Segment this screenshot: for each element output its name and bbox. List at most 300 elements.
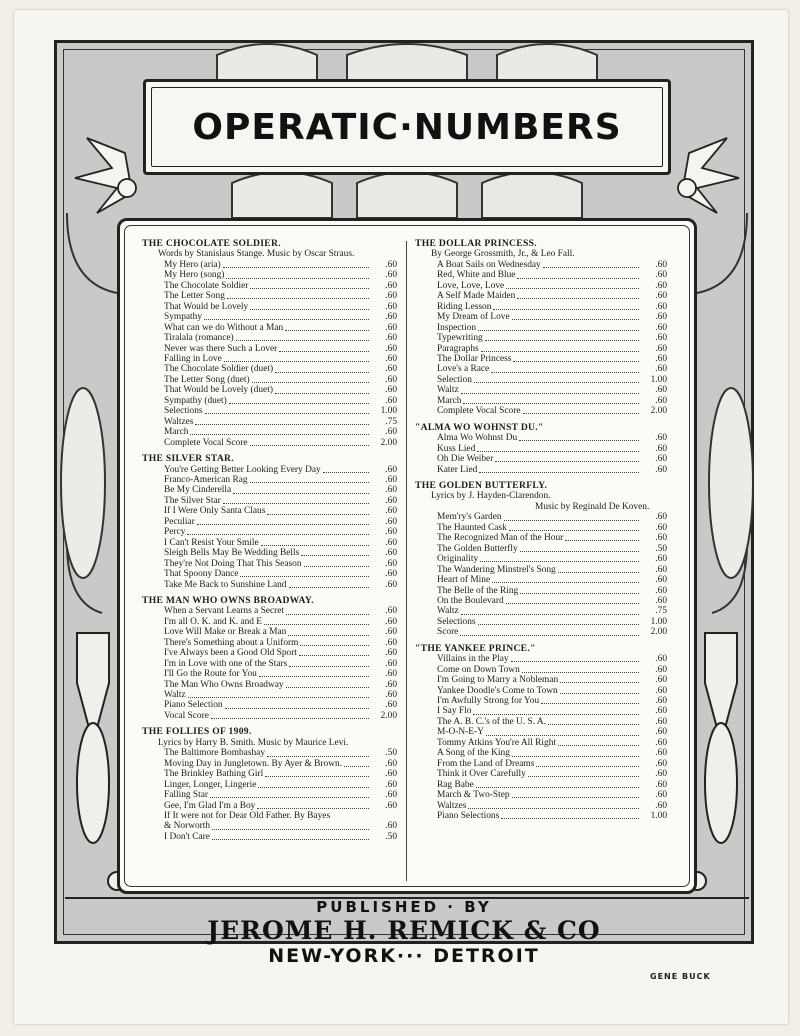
song-price: .60 xyxy=(385,343,397,354)
song-title: Red, White and Blue xyxy=(437,270,516,281)
song-list-item xyxy=(415,302,667,312)
song-price: .60 xyxy=(385,270,397,281)
dot-leader xyxy=(513,360,639,362)
song-price: .60 xyxy=(385,779,397,790)
dot-leader xyxy=(261,544,369,546)
song-price: .60 xyxy=(385,579,397,590)
song-title: Complete Vocal Score xyxy=(164,437,248,448)
dot-leader xyxy=(480,560,639,562)
dot-leader xyxy=(275,371,369,373)
song-list-item xyxy=(142,548,397,558)
section-title: THE GOLDEN BUTTERFLY. xyxy=(415,479,548,491)
song-price: .75 xyxy=(655,606,667,617)
song-title: If It were not for Dear Old Father. By Bayes xyxy=(164,811,331,822)
song-price: .75 xyxy=(385,416,397,427)
dot-leader xyxy=(528,775,639,777)
song-list-item xyxy=(415,523,667,533)
song-price: .60 xyxy=(385,333,397,344)
song-title: Waltz xyxy=(437,606,459,617)
song-price: .60 xyxy=(655,353,667,364)
song-list-item xyxy=(142,396,397,406)
song-title: Yankee Doodle's Come to Town xyxy=(437,685,558,696)
publisher-name: JEROME H. REMICK & CO xyxy=(207,916,601,945)
song-list-item xyxy=(142,690,397,700)
song-list-item xyxy=(415,385,667,395)
song-price: .60 xyxy=(385,374,397,385)
song-title: The Silver Star xyxy=(164,495,221,506)
song-price: .60 xyxy=(655,554,667,565)
song-price: .50 xyxy=(655,543,667,554)
song-title: The Recognized Man of the Hour xyxy=(437,533,564,544)
dot-leader xyxy=(187,533,369,535)
dot-leader xyxy=(492,581,639,583)
dot-leader xyxy=(195,423,369,425)
song-list-item xyxy=(142,627,397,637)
song-list-item xyxy=(415,606,667,616)
dot-leader xyxy=(523,412,640,414)
song-price: .60 xyxy=(655,312,667,323)
dot-leader xyxy=(210,796,369,798)
dot-leader xyxy=(517,297,639,299)
song-price: .60 xyxy=(655,595,667,606)
song-price: .60 xyxy=(655,291,667,302)
dot-leader xyxy=(560,681,639,683)
dot-leader xyxy=(543,266,639,268)
song-title: M-O-N-E-Y xyxy=(437,727,484,738)
song-list-item xyxy=(142,811,397,821)
song-list-item xyxy=(415,780,667,790)
song-price: 2.00 xyxy=(650,627,667,638)
song-list-item xyxy=(142,580,397,590)
song-list-item xyxy=(415,260,667,270)
section-credit-music: Music by Reginald De Koven. xyxy=(535,501,650,512)
dot-leader xyxy=(477,450,639,452)
song-price: .60 xyxy=(385,495,397,506)
song-title: Falling Star xyxy=(164,790,209,801)
song-list-item xyxy=(142,569,397,579)
dot-leader xyxy=(226,277,369,279)
dot-leader xyxy=(288,634,369,636)
dot-leader xyxy=(520,592,639,594)
dot-leader xyxy=(224,360,369,362)
song-title: Selections xyxy=(437,616,476,627)
song-price: .60 xyxy=(655,270,667,281)
dot-leader xyxy=(520,550,639,552)
song-title: Vocal Score xyxy=(164,710,209,721)
song-list-item xyxy=(415,801,667,811)
song-title: Sympathy xyxy=(164,312,203,323)
dot-leader xyxy=(190,433,369,435)
song-title: The Chocolate Soldier xyxy=(164,280,249,291)
dot-leader xyxy=(289,586,370,588)
song-price: .60 xyxy=(385,790,397,801)
song-title: Typewriting xyxy=(437,333,483,344)
song-price: .60 xyxy=(655,364,667,375)
song-title: March xyxy=(164,427,189,438)
song-title: Complete Vocal Score xyxy=(437,406,521,417)
song-list-item xyxy=(142,659,397,669)
song-title: Selections xyxy=(164,406,203,417)
song-list-item xyxy=(142,790,397,800)
dot-leader xyxy=(279,350,369,352)
song-price: .60 xyxy=(655,769,667,780)
song-list-item xyxy=(142,769,397,779)
song-price: 2.00 xyxy=(380,710,397,721)
song-list-item xyxy=(415,281,667,291)
song-price: .60 xyxy=(655,454,667,465)
song-list-item xyxy=(142,417,397,427)
song-title: Come on Down Town xyxy=(437,664,520,675)
song-price: .60 xyxy=(385,474,397,485)
song-list-item xyxy=(415,769,667,779)
dot-leader xyxy=(501,817,639,819)
ornamental-frame xyxy=(54,40,754,944)
dot-leader xyxy=(536,765,639,767)
song-title: The Baltimore Bombashay xyxy=(164,748,266,759)
song-price: .60 xyxy=(385,485,397,496)
dot-leader xyxy=(301,554,369,556)
song-list-item xyxy=(415,270,667,280)
dot-leader xyxy=(204,318,369,320)
song-list-item xyxy=(142,375,397,385)
dot-leader xyxy=(264,623,369,625)
dot-leader xyxy=(460,634,639,636)
dot-leader xyxy=(211,717,369,719)
song-title: Kuss Lied xyxy=(437,443,476,454)
song-price: .60 xyxy=(385,558,397,569)
song-title: Waltzes xyxy=(437,800,467,811)
dot-leader xyxy=(300,644,369,646)
song-list-item xyxy=(142,291,397,301)
song-list-item xyxy=(142,333,397,343)
song-price: .60 xyxy=(385,616,397,627)
song-price: .60 xyxy=(385,364,397,375)
song-title: Waltz xyxy=(164,690,186,701)
dot-leader xyxy=(212,838,369,840)
song-price: .60 xyxy=(655,585,667,596)
song-price: .60 xyxy=(655,343,667,354)
song-list-item xyxy=(142,648,397,658)
song-title: Alma Wo Wohnst Du xyxy=(437,433,518,444)
song-list-item xyxy=(415,675,667,685)
song-price: .60 xyxy=(385,464,397,475)
song-price: .60 xyxy=(655,696,667,707)
song-price: .60 xyxy=(385,312,397,323)
song-price: .60 xyxy=(385,690,397,701)
song-list-item xyxy=(415,544,667,554)
dot-leader xyxy=(259,675,369,677)
song-list-item xyxy=(415,364,667,374)
artist-signature: GENE BUCK xyxy=(650,972,711,981)
song-price: .60 xyxy=(655,512,667,523)
song-title: Sleigh Bells May Be Wedding Bells xyxy=(164,548,300,559)
song-list-item xyxy=(142,617,397,627)
song-price: .60 xyxy=(655,322,667,333)
song-list-item xyxy=(415,533,667,543)
song-title: Love's a Race xyxy=(437,364,490,375)
song-price: .60 xyxy=(385,569,397,580)
dot-leader xyxy=(548,723,639,725)
song-title: Think it Over Carefully xyxy=(437,769,526,780)
song-title: Moving Day in Jungletown. By Ayer & Brown. xyxy=(164,758,343,769)
dot-leader xyxy=(323,471,369,473)
song-price: 2.00 xyxy=(650,406,667,417)
song-price: .60 xyxy=(655,575,667,586)
dot-leader xyxy=(250,287,369,289)
song-title: Take Me Back to Sunshine Land xyxy=(164,579,287,590)
dot-leader xyxy=(236,339,369,341)
song-price: .60 xyxy=(655,395,667,406)
song-list-item xyxy=(142,517,397,527)
song-title: The Brinkley Bathing Girl xyxy=(164,769,264,780)
dot-leader xyxy=(267,513,369,515)
song-list-item xyxy=(415,696,667,706)
song-list-item xyxy=(415,406,667,416)
song-list-item xyxy=(415,512,667,522)
dot-leader xyxy=(506,602,639,604)
song-price: .60 xyxy=(655,664,667,675)
dot-leader xyxy=(474,381,639,383)
song-price: .60 xyxy=(655,706,667,717)
song-title: My Hero (song) xyxy=(164,270,225,281)
dot-leader xyxy=(485,339,639,341)
song-title: The Belle of the Ring xyxy=(437,585,519,596)
song-list-item xyxy=(415,454,667,464)
song-list-item xyxy=(415,706,667,716)
song-list-item xyxy=(142,465,397,475)
song-title: That Would be Lovely xyxy=(164,301,249,312)
song-list-item xyxy=(415,665,667,675)
song-list-item xyxy=(142,559,397,569)
section-title: THE SILVER STAR. xyxy=(142,453,234,465)
song-list-item xyxy=(142,427,397,437)
song-price: .60 xyxy=(385,548,397,559)
song-list-item xyxy=(142,506,397,516)
song-list-item xyxy=(415,344,667,354)
song-title: Tiralala (romance) xyxy=(164,333,234,344)
section-credit: By George Grossmith, Jr., & Leo Fall. xyxy=(431,249,575,260)
song-price: .60 xyxy=(385,537,397,548)
song-price: .60 xyxy=(655,654,667,665)
song-title: Never was there Such a Lover xyxy=(164,343,278,354)
song-list-item xyxy=(415,554,667,564)
section-credit: Lyrics by Harry B. Smith. Music by Maurice Levi. xyxy=(158,737,349,748)
song-price: .60 xyxy=(655,737,667,748)
song-title: & Norworth xyxy=(164,821,211,832)
dot-leader xyxy=(299,654,369,656)
dot-leader xyxy=(304,565,369,567)
dot-leader xyxy=(512,318,639,320)
song-title: The Dollar Princess xyxy=(437,353,512,364)
song-list-item xyxy=(142,711,397,721)
song-price: .60 xyxy=(655,280,667,291)
dot-leader xyxy=(227,297,369,299)
song-title: The Letter Song xyxy=(164,291,225,302)
section-credit: Lyrics by J. Hayden-Clarendon. xyxy=(431,491,551,502)
dot-leader xyxy=(461,613,639,615)
song-list-item xyxy=(415,811,667,821)
song-list-item xyxy=(142,312,397,322)
song-list-item xyxy=(142,759,397,769)
section-credit: Words by Stanislaus Stange. Music by Oscar Straus. xyxy=(158,249,355,260)
song-title: I Can't Resist Your Smile xyxy=(164,537,259,548)
dot-leader xyxy=(522,671,639,673)
song-list-item xyxy=(142,364,397,374)
dot-leader xyxy=(468,807,639,809)
song-list-item xyxy=(142,538,397,548)
dot-leader xyxy=(250,481,369,483)
song-list-item xyxy=(415,717,667,727)
dot-leader xyxy=(265,775,369,777)
dot-leader xyxy=(565,539,639,541)
song-price: .60 xyxy=(655,333,667,344)
song-title: Rag Babe xyxy=(437,779,474,790)
dot-leader xyxy=(205,412,369,414)
song-price: .60 xyxy=(385,527,397,538)
song-price: .60 xyxy=(385,821,397,832)
song-list-item xyxy=(142,496,397,506)
dot-leader xyxy=(223,502,369,504)
song-list-item xyxy=(415,627,667,637)
column-divider xyxy=(406,241,407,881)
song-title: I'm Going to Marry a Nobleman xyxy=(437,675,559,686)
song-title: I've Always been a Good Old Sport xyxy=(164,648,297,659)
song-price: .60 xyxy=(385,637,397,648)
dot-leader xyxy=(285,329,369,331)
dot-leader xyxy=(511,660,639,662)
song-price: 1.00 xyxy=(650,616,667,627)
dot-leader xyxy=(541,702,639,704)
song-price: .60 xyxy=(655,443,667,454)
song-title: March xyxy=(437,395,462,406)
song-title: I Say Flo xyxy=(437,706,472,717)
song-list-item xyxy=(415,738,667,748)
song-price: .60 xyxy=(655,464,667,475)
song-list-item xyxy=(142,354,397,364)
song-title: Percy xyxy=(164,527,186,538)
song-price: .60 xyxy=(385,648,397,659)
song-title: Waltzes xyxy=(164,416,194,427)
song-list-item xyxy=(415,396,667,406)
song-list-item xyxy=(142,832,397,842)
dot-leader xyxy=(275,392,369,394)
song-title: Paragraphs xyxy=(437,343,479,354)
dot-leader xyxy=(558,744,639,746)
page-title: OPERATIC·NUMBERS xyxy=(192,106,622,148)
song-price: .60 xyxy=(385,280,397,291)
song-title: Franco-American Rag xyxy=(164,474,248,485)
song-price: .60 xyxy=(655,385,667,396)
song-list-item xyxy=(415,586,667,596)
song-price: .60 xyxy=(385,769,397,780)
song-title: What can we do Without a Man xyxy=(164,322,284,333)
dot-leader xyxy=(519,439,639,441)
dot-leader xyxy=(509,529,639,531)
section-title: THE MAN WHO OWNS BROADWAY. xyxy=(142,594,314,606)
dot-leader xyxy=(286,686,369,688)
section-title: THE FOLLIES OF 1909. xyxy=(142,726,252,738)
song-list-item xyxy=(142,344,397,354)
song-title: If I Were Only Santa Claus xyxy=(164,506,266,517)
song-title: Linger, Longer, Lingerie xyxy=(164,779,257,790)
song-title: A Song of the King xyxy=(437,748,510,759)
song-price: .60 xyxy=(655,522,667,533)
song-list-item xyxy=(415,375,667,385)
song-title: That Spoony Dance xyxy=(164,569,239,580)
song-price: .60 xyxy=(385,627,397,638)
song-title: Villains in the Play xyxy=(437,654,509,665)
dot-leader xyxy=(258,786,369,788)
song-list-item xyxy=(142,606,397,616)
dot-leader xyxy=(478,623,639,625)
song-price: 1.00 xyxy=(650,811,667,822)
song-price: .60 xyxy=(655,259,667,270)
dot-leader xyxy=(289,665,369,667)
publisher-cities: NEW-YORK··· DETROIT xyxy=(268,945,540,967)
song-title: There's Something about a Uniform xyxy=(164,637,299,648)
song-title: I'm Awfully Strong for You xyxy=(437,696,540,707)
song-price: .60 xyxy=(385,259,397,270)
song-title: I'm in Love with one of the Stars xyxy=(164,658,288,669)
song-list-item xyxy=(142,406,397,416)
dot-leader xyxy=(286,613,369,615)
song-list-item xyxy=(142,302,397,312)
published-by-text: PUBLISHED · BY xyxy=(316,898,492,916)
song-title: I Don't Care xyxy=(164,831,210,842)
dot-leader xyxy=(506,287,639,289)
song-title: The Man Who Owns Broadway xyxy=(164,679,284,690)
dot-leader xyxy=(223,266,369,268)
dot-leader xyxy=(240,575,369,577)
dot-leader xyxy=(250,308,369,310)
song-title: Gee, I'm Glad I'm a Boy xyxy=(164,800,256,811)
song-price: .60 xyxy=(385,427,397,438)
song-price: .60 xyxy=(385,291,397,302)
song-list-item xyxy=(142,438,397,448)
song-list-item xyxy=(142,821,397,831)
dot-leader xyxy=(233,492,369,494)
section-title: THE CHOCOLATE SOLDIER. xyxy=(142,238,281,249)
dot-leader xyxy=(512,796,639,798)
song-list-item xyxy=(415,727,667,737)
song-list-item xyxy=(142,475,397,485)
song-price: .60 xyxy=(655,727,667,738)
song-title: They're Not Doing That This Season xyxy=(164,558,302,569)
dot-leader xyxy=(486,734,639,736)
song-price: 1.00 xyxy=(380,406,397,417)
song-list-item xyxy=(415,790,667,800)
song-title: Oh Die Weiber xyxy=(437,454,494,465)
song-price: .60 xyxy=(385,516,397,527)
song-list-item xyxy=(415,333,667,343)
song-price: .60 xyxy=(655,748,667,759)
song-title: You're Getting Better Looking Every Day xyxy=(164,464,321,475)
song-title: I'm all O. K. and K. and E xyxy=(164,616,263,627)
song-price: .60 xyxy=(385,658,397,669)
song-title: The Golden Butterfly xyxy=(437,543,518,554)
song-title: Mem'ry's Garden xyxy=(437,512,502,523)
song-list-item xyxy=(415,565,667,575)
song-title: A Self Made Maiden xyxy=(437,291,516,302)
song-list-item xyxy=(142,385,397,395)
dot-leader xyxy=(504,519,639,521)
song-list-item xyxy=(415,748,667,758)
song-title: Piano Selections xyxy=(437,811,500,822)
song-title: Originality xyxy=(437,554,479,565)
dot-leader xyxy=(197,523,369,525)
dot-leader xyxy=(512,755,639,757)
song-price: .60 xyxy=(385,395,397,406)
